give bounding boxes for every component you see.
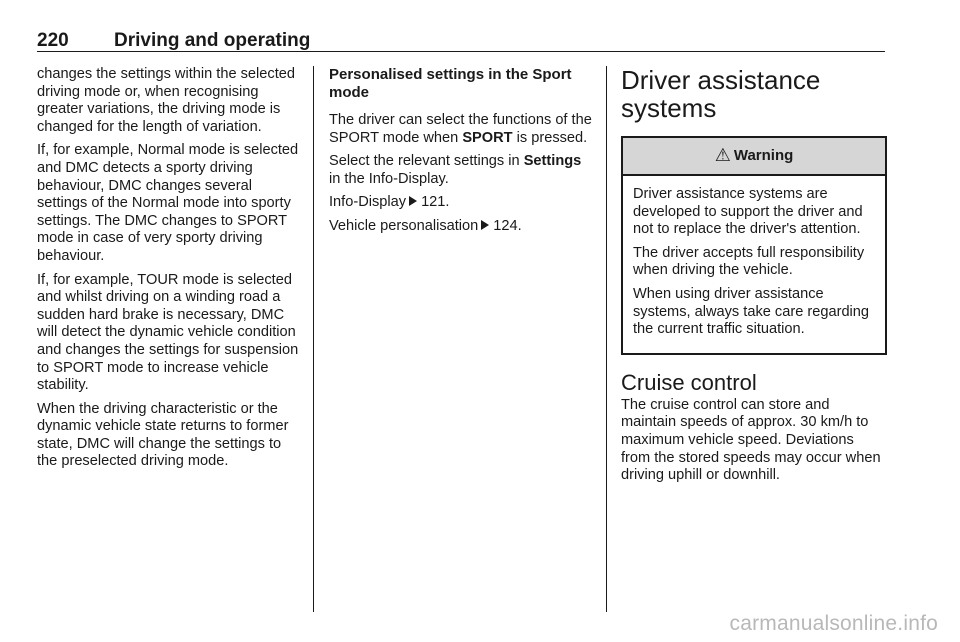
column-middle: [329, 66, 595, 242]
warning-paragraph: When using driver assistance systems, always take care regarding the current traffic situation.: [633, 285, 870, 338]
paragraph: [329, 153, 595, 188]
text-run: The driver can select the functions of the SPORT mode when: [329, 112, 592, 146]
paragraph: When the driving characteristic or the dynamic vehicle state returns to former state, DMC will change the settings to the preselected driving mode.: [37, 400, 289, 470]
reference-page: 121.: [421, 194, 450, 211]
column-divider-1: [313, 66, 314, 612]
warning-box: [621, 136, 887, 355]
warning-paragraph: The driver accepts full responsibility when driving the vehicle.: [633, 244, 865, 279]
settings-label: Settings: [523, 153, 582, 170]
paragraph: changes the settings within the selected driving mode or, when recognising greater variations, the driving mode is changed for the length of variation.: [37, 66, 295, 135]
watermark: carmanualsonline.info: [729, 612, 938, 635]
warning-paragraph: Driver assistance systems are developed to support the driver and not to replace the driver's attention.: [633, 186, 863, 238]
column-divider-2: [606, 66, 607, 612]
subsection-title: Cruise control: [621, 369, 757, 395]
warning-body: [623, 176, 885, 353]
sport-button-label: SPORT: [462, 129, 513, 146]
text-run: is pressed.: [512, 129, 588, 146]
chapter-title: Driving and operating: [114, 30, 311, 51]
page-number: 220: [37, 30, 69, 51]
reference-page: 124.: [493, 217, 522, 234]
text-run: in the Info-Display.: [329, 170, 449, 187]
paragraph: If, for example, Normal mode is selected and DMC detects a sporty driving behaviour, DMC changes several settings of the Normal mode into sporty settings. The DMC changes to SPORT mode in case of very sporty driving behaviour.: [37, 142, 299, 264]
reference-text: Vehicle personalisation: [329, 217, 479, 234]
cross-reference[interactable]: [329, 194, 595, 212]
column-left: [37, 66, 303, 477]
section-subheading: Personalised settings in the Sport mode: [329, 66, 572, 101]
warning-heading: Warning: [733, 147, 794, 165]
section-title: Driver assistance systems: [621, 65, 821, 123]
header-divider: [37, 51, 885, 52]
column-right: [621, 66, 887, 491]
paragraph: [329, 112, 595, 147]
page-reference-arrow-icon: [481, 220, 489, 230]
page-reference-arrow-icon: [409, 196, 417, 206]
paragraph: If, for example, TOUR mode is selected and whilst driving on a winding road a sudden hard brake is necessary, DMC will detect the dynamic vehicle condition and changes the settings for suspension to SPORT mode to increase vehicle stability.: [37, 271, 299, 394]
text-run: Select the relevant settings in: [329, 153, 524, 170]
cross-reference[interactable]: [329, 218, 595, 236]
warning-header: [623, 138, 885, 176]
paragraph: The cruise control can store and maintain speeds of approx. 30 km/h to maximum vehicle speed. Deviations from the stored speeds may occur when driving uphill or downhill.: [621, 396, 881, 484]
reference-text: Info-Display: [329, 194, 407, 211]
warning-triangle-icon: ⚠: [714, 145, 731, 166]
